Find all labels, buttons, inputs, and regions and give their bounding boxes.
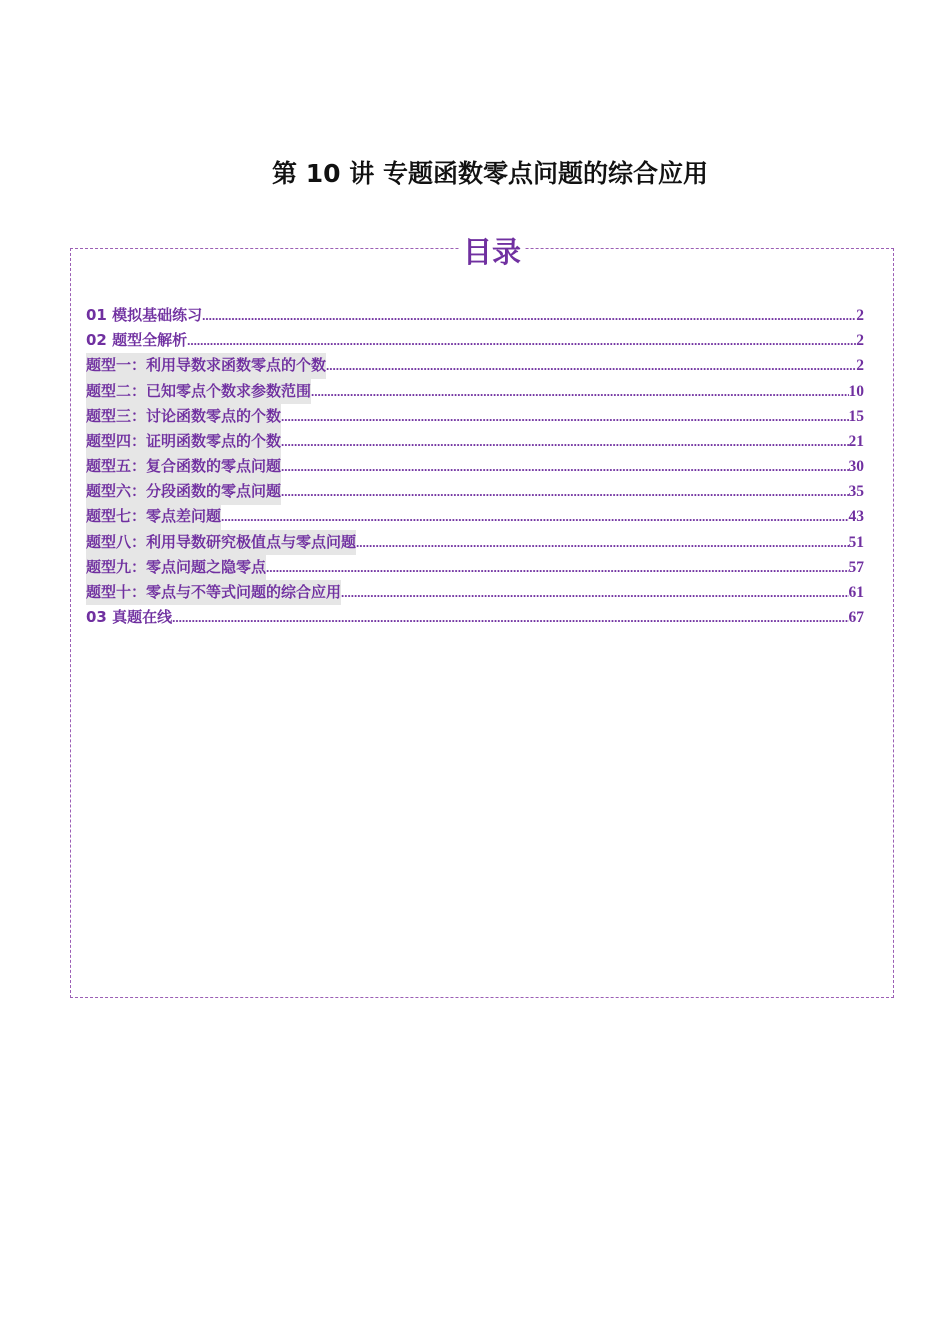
toc-dot-leader <box>266 555 848 580</box>
toc-entry[interactable] <box>86 530 864 555</box>
toc-entry-page[interactable]: 51 <box>848 533 864 551</box>
toc-entry-page[interactable]: 10 <box>848 382 864 400</box>
toc-dot-leader <box>356 530 848 555</box>
toc-entry[interactable] <box>86 555 864 580</box>
toc-heading <box>0 231 950 273</box>
toc-entry-label[interactable]: 题型三：讨论函数零点的个数 <box>86 404 281 429</box>
toc-entry-page[interactable]: 2 <box>856 332 864 350</box>
toc-dot-leader <box>341 580 848 605</box>
toc-entry-page[interactable]: 57 <box>848 558 864 576</box>
toc-entry[interactable] <box>86 353 864 378</box>
toc-entry[interactable] <box>86 479 864 504</box>
toc-entry-page[interactable]: 61 <box>848 584 864 602</box>
toc-entry[interactable] <box>86 328 864 353</box>
toc-entry-page[interactable]: 15 <box>848 407 864 425</box>
toc-entry-page[interactable]: 43 <box>848 508 864 526</box>
toc-entry-label[interactable]: 题型五：复合函数的零点问题 <box>86 454 281 479</box>
toc-entry[interactable] <box>86 580 864 605</box>
toc-dot-leader <box>281 404 848 429</box>
toc-entry-page[interactable]: 2 <box>856 306 864 324</box>
toc-entry[interactable] <box>86 303 864 328</box>
toc-entry-label[interactable]: 01 模拟基础练习 <box>86 305 203 324</box>
toc-list <box>86 303 864 630</box>
toc-entry-label[interactable]: 题型二：已知零点个数求参数范围 <box>86 379 311 404</box>
toc-dot-leader <box>281 479 848 504</box>
toc-entry-page[interactable]: 30 <box>848 458 864 476</box>
toc-entry-label[interactable]: 题型七：零点差问题 <box>86 505 221 530</box>
toc-entry[interactable] <box>86 379 864 404</box>
toc-entry-page[interactable]: 21 <box>848 432 864 450</box>
toc-entry-label[interactable]: 03 真题在线 <box>86 608 173 627</box>
toc-dot-leader <box>311 379 848 404</box>
toc-entry-label[interactable]: 题型十：零点与不等式问题的综合应用 <box>86 580 341 605</box>
toc-entry-label[interactable]: 题型六：分段函数的零点问题 <box>86 479 281 504</box>
toc-entry-page[interactable]: 2 <box>856 357 864 375</box>
toc-entry-label[interactable]: 题型四：证明函数零点的个数 <box>86 429 281 454</box>
toc-entry-label[interactable]: 02 题型全解析 <box>86 331 188 350</box>
toc-dot-leader <box>187 328 856 353</box>
toc-entry-label[interactable]: 题型八：利用导数研究极值点与零点问题 <box>86 530 356 555</box>
toc-entry[interactable] <box>86 404 864 429</box>
toc-heading-text: 目录 <box>459 235 525 269</box>
document-title: 第 10 讲 专题函数零点问题的综合应用 <box>272 159 708 188</box>
toc-dot-leader <box>281 429 848 454</box>
toc-dot-leader <box>202 303 856 328</box>
toc-entry-page[interactable]: 67 <box>848 609 864 627</box>
toc-dot-leader <box>172 605 848 630</box>
toc-entry[interactable] <box>86 605 864 630</box>
toc-dot-leader <box>221 505 848 530</box>
toc-dot-leader <box>326 353 856 378</box>
toc-entry-page[interactable]: 35 <box>848 483 864 501</box>
toc-dot-leader <box>281 454 848 479</box>
toc-entry[interactable] <box>86 505 864 530</box>
toc-entry[interactable] <box>86 454 864 479</box>
toc-entry[interactable] <box>86 429 864 454</box>
toc-entry-label[interactable]: 题型一：利用导数求函数零点的个数 <box>86 353 326 378</box>
toc-entry-label[interactable]: 题型九：零点问题之隐零点 <box>86 555 266 580</box>
